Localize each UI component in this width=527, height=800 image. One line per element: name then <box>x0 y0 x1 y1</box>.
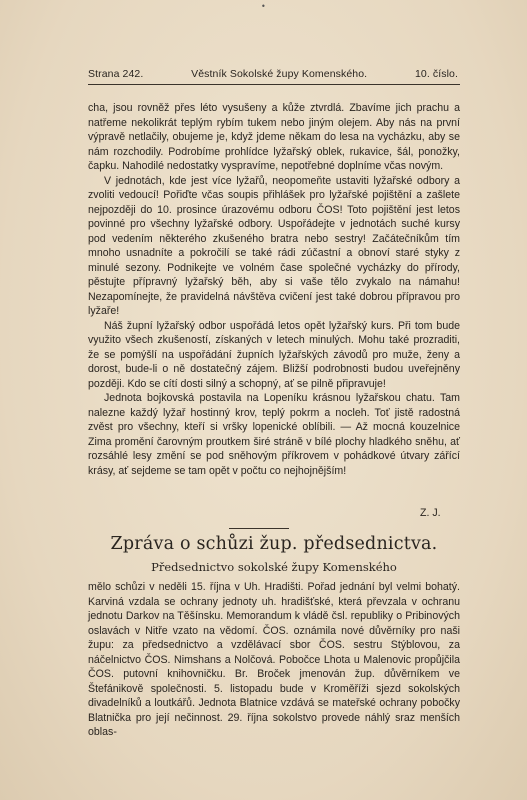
header-rule <box>88 84 460 85</box>
section-title: Zpráva o schůzi žup. předsednictva. <box>110 534 438 554</box>
paragraph: cha, jsou rovněž přes léto vysušeny a kůže ztvrdlá. Zbavíme jich prachu a natřeme nekolikrát teplým rybím tukem nebo jiným olejem. Aby nás na první výpravě netlačily, obujeme je, když jdeme někam do lesa na vycházku, aby se nám rozchodily. Podrobíme prohlídce lyžařský oblek, rukavice, šál, ponožky, čapku. Nahodilé nedostatky vyspravíme, nepotřebné doplníme včas novým. <box>88 102 460 172</box>
section-subtitle: Předsednictvo sokolské župy Komenského <box>151 560 397 574</box>
paragraph: mělo schůzi v neděli 15. října v Uh. Hradišti. Pořad jednání byl velmi bohatý. Karviná vzdala se ochrany jednoty uh. hradišťské, která převzala v ochranu jednotu Darkov na Těšínsku. Memorandum k vládě čsl. republiky o Pribinových oslavách v Nitře vzato na vědomí. ČOS. oznámila nové důvěrníky pro naši župu: za předsednictvo a vzdělávací sbor ČOS. sestru Stýblovou, za náčelnictvo ČOS. Nimshans a Nolčová. Pobočce Lhota u Malenovic propůjčila ČOS. putovní knihovničku. Br. Broček jmenován žup. důvěrníkem ve Štefánikově společnosti. 5. listopadu bude v Kroměříži sjezd sokolských divadelníků a loutkářů. Jednota Blatnice vzdává se mateřské ochrany pobočky Blatnička pro její nečinnost. 29. října sokolstvo provede náhlý sraz menších oblas- <box>88 581 460 738</box>
section-body <box>88 580 460 740</box>
paragraph: Jednota bojkovská postavila na Lopeníku krásnou lyžařskou chatu. Tam nalezne každý lyžař hostinný krov, teplý pokrm a nocleh. Toť jistě radostná zvěst pro všechny, kteří si vršky lopenické oblíbili. — Až mocná kouzelnice Zima promění čarovným proutkem širé stráně v bílé plochy hladkého sněhu, ať rozsáhlé lesy změní se pod sněhovým příkrovem v pohádkové útvary zářící krásy, ať sejdeme se tam opět v počtu co nejhojnějším! <box>88 392 460 477</box>
issue-number: 10. číslo. <box>414 68 458 80</box>
section-divider <box>229 528 289 529</box>
paragraph: Náš župní lyžařský odbor uspořádá letos opět lyžařský kurs. Při tom bude využito všech zkušeností, získaných v letech minulých. Mohu také prozraditi, že se pomýšlí na uspořádání župních lyžařských závodů pro muže, ženy a dorost, bude-li o ně dostatečný zájem. Bližší podrobnosti budou uveřejněny později. Kdo se cítí dosti silný a schopný, ať se pilně připravuje! <box>88 319 460 390</box>
article-body <box>88 101 460 478</box>
paragraph: V jednotách, kde jest více lyžařů, neopomeňte ustaviti lyžařské odbory a zvoliti vedoucí! Pořiďte včas soupis přihlášek pro lyžařské pojištění a zašlete nejpozději do 10. prosince úrazovému odboru ČOS! Toto pojištění jest letos povinné pro všechny lyžařské odbory. Uspořádejte v jednotách suché kursy pod vedením některého zkušeného bratra nebo sestry! Začátečníkům tím mnoho usnadníte a pokročilí se také rádi zúčastní a obnoví staré styky z minulé sezony. Podnikejte ve volném čase společné vycházky do přírody, pěstujte přípravný lyžařský běh, aby si vaše tělo zvykalo na námahu! Nezapomínejte, že pravidelná návštěva cvičení jest také dobrou přípravou pro lyžaře! <box>88 174 460 317</box>
publication-title: Věstník Sokolské župy Komenského. <box>191 68 368 80</box>
binding-mark: • <box>261 2 266 11</box>
running-header <box>88 68 458 80</box>
page-number: Strana 242. <box>88 68 144 80</box>
author-signature: Z. J. <box>420 507 441 519</box>
